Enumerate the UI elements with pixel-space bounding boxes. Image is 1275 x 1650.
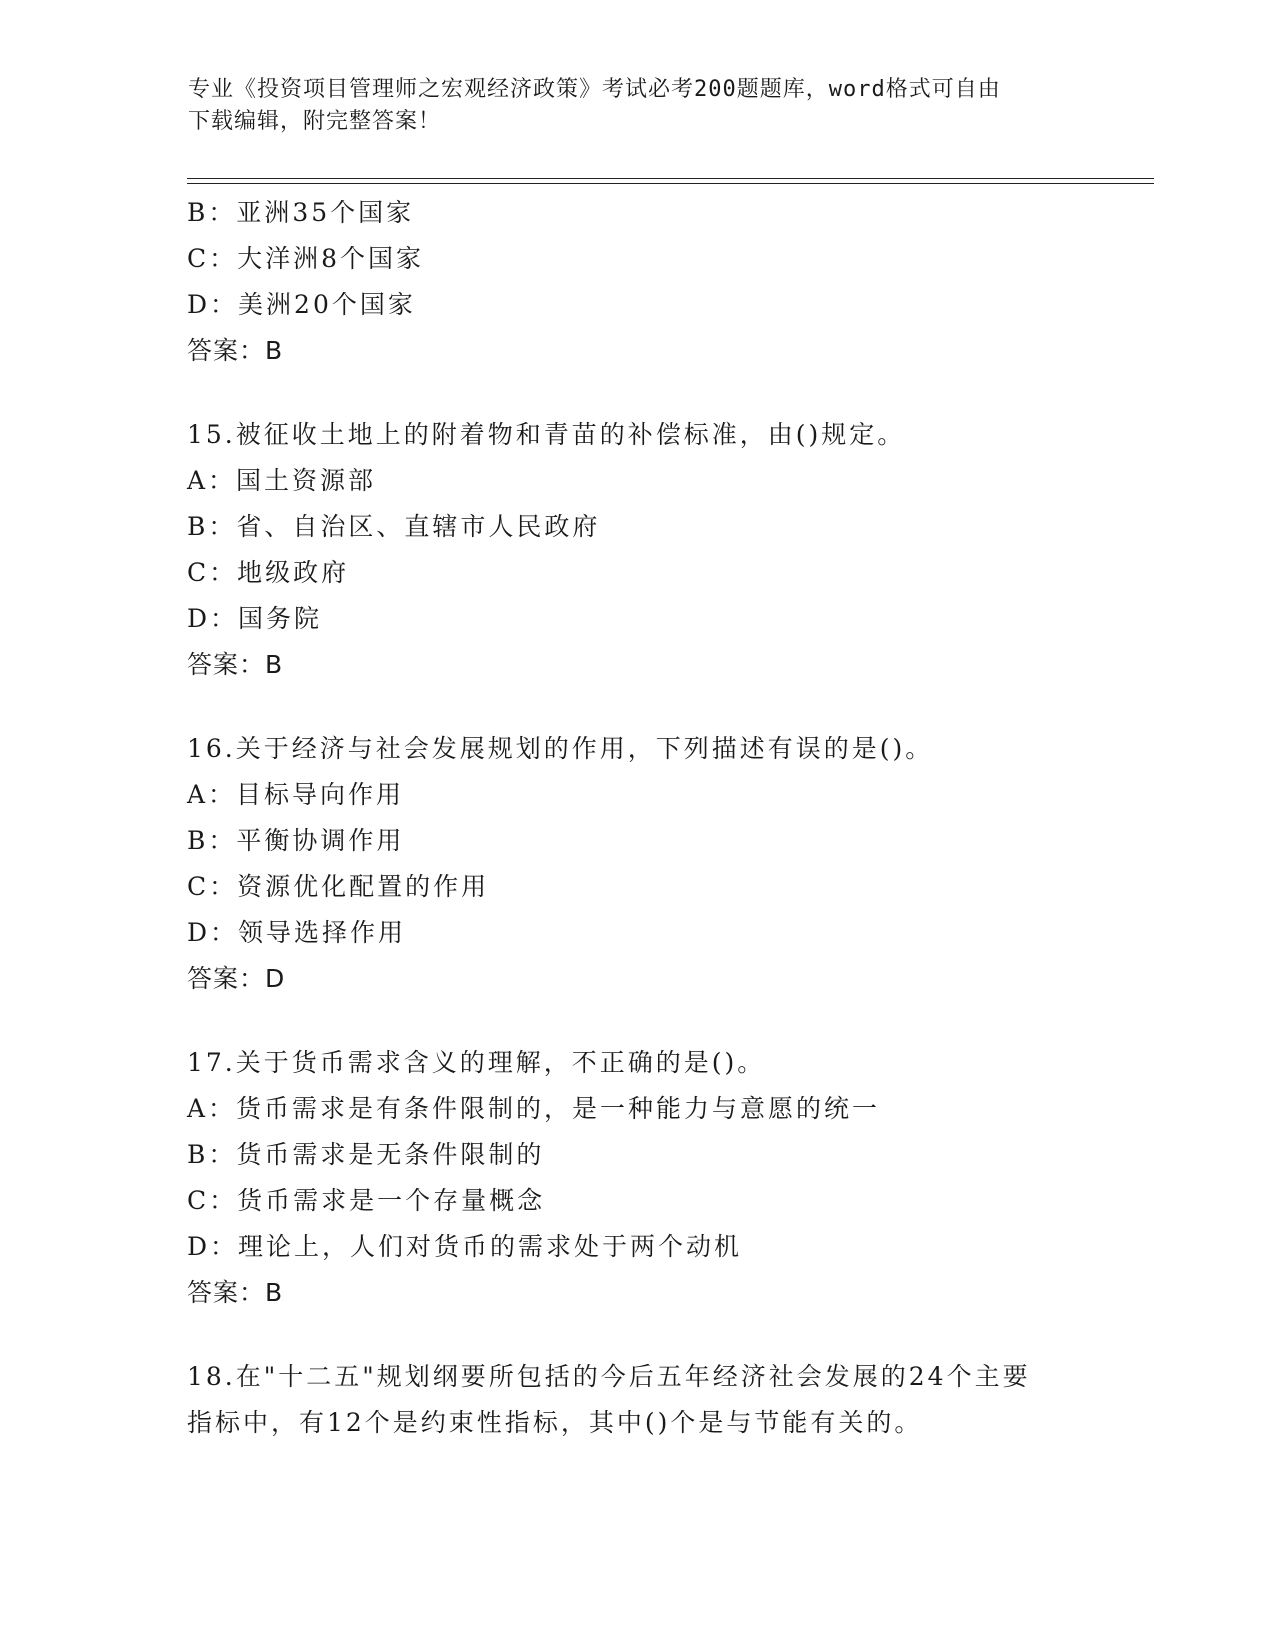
question-18: [187, 1354, 1087, 1446]
question-stem-line-2: 指标中，有12个是约束性指标，其中()个是与节能有关的。: [187, 1408, 923, 1437]
answer: 答案：B: [187, 650, 284, 679]
option-b: B：亚洲35个国家: [187, 198, 415, 227]
question-list: [187, 190, 1087, 1446]
option-b: B：货币需求是无条件限制的: [187, 1140, 545, 1169]
header-divider-bottom: [187, 183, 1154, 184]
option-c: C：地级政府: [187, 558, 350, 587]
option-c: C：货币需求是一个存量概念: [187, 1186, 546, 1215]
option-a: A：货币需求是有条件限制的，是一种能力与意愿的统一: [187, 1094, 881, 1123]
option-d: D：领导选择作用: [187, 918, 407, 947]
option-d: D：美洲20个国家: [187, 290, 416, 319]
option-b: B：省、自治区、直辖市人民政府: [187, 512, 601, 541]
answer: 答案：B: [187, 336, 284, 365]
question-stem: 15.被征收土地上的附着物和青苗的补偿标准，由()规定。: [187, 420, 906, 449]
header-divider-top: [187, 178, 1154, 179]
option-b: B：平衡协调作用: [187, 826, 405, 855]
answer: 答案：B: [187, 1278, 284, 1307]
question-stem-line-1: 18.在"十二五"规划纲要所包括的今后五年经济社会发展的24个主要: [187, 1362, 1031, 1391]
option-d: D：理论上，人们对货币的需求处于两个动机: [187, 1232, 743, 1261]
option-a: A：国土资源部: [187, 466, 377, 495]
option-d: D：国务院: [187, 604, 323, 633]
question-16: [187, 726, 1087, 1002]
document-header: [188, 74, 1068, 138]
question-17: [187, 1040, 1087, 1316]
option-c: C：大洋洲8个国家: [187, 244, 425, 273]
question-stem: 17.关于货币需求含义的理解，不正确的是()。: [187, 1048, 766, 1077]
option-a: A：目标导向作用: [187, 780, 405, 809]
header-line-2: 下载编辑，附完整答案！: [188, 109, 442, 134]
question-stem: 16.关于经济与社会发展规划的作用，下列描述有误的是()。: [187, 734, 934, 763]
option-c: C：资源优化配置的作用: [187, 872, 490, 901]
header-line-1: 专业《投资项目管理师之宏观经济政策》考试必考200题题库，word格式可自由: [188, 77, 1001, 102]
answer: 答案：D: [187, 964, 286, 993]
question-14: [187, 190, 1087, 374]
question-15: [187, 412, 1087, 688]
